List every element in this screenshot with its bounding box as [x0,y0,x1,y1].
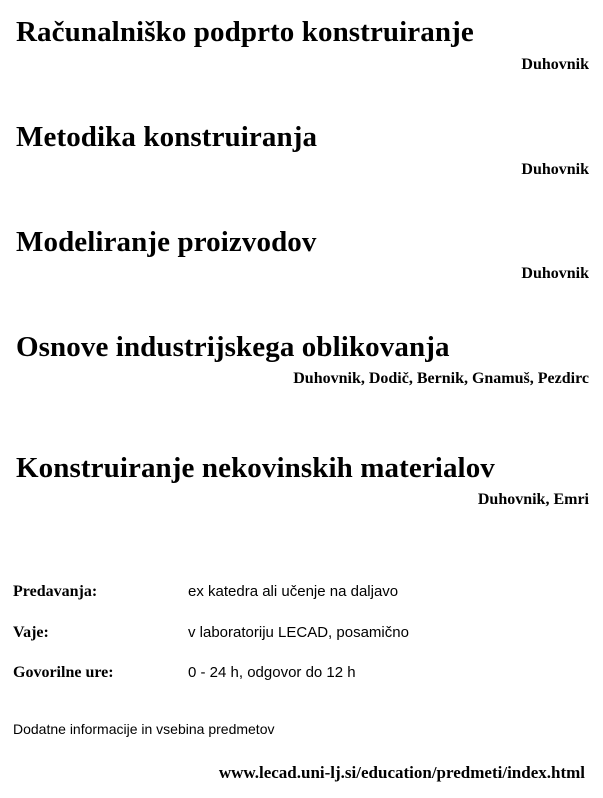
course-title: Metodika konstruiranja [16,121,318,153]
course-lecturers: Duhovnik, Dodič, Bernik, Gnamuš, Pezdirc [293,370,589,387]
info-label: Predavanja: [13,583,98,600]
course-title: Modeliranje proizvodov [16,226,317,258]
course-title: Konstruiranje nekovinskih materialov [16,452,495,484]
info-label: Vaje: [13,624,49,641]
course-lecturers: Duhovnik [521,265,589,282]
course-lecturers: Duhovnik [521,161,589,178]
website-link[interactable]: www.lecad.uni-lj.si/education/predmeti/index.html [218,763,585,782]
info-row-lectures [0,582,603,606]
course-title: Osnove industrijskega oblikovanja [16,331,450,363]
course-lecturers: Duhovnik, Emri [477,491,589,508]
info-row-office-hours [0,663,603,687]
course-title: Računalniško podprto konstruiranje [16,16,474,48]
info-value: ex katedra ali učenje na daljavo [188,583,399,600]
info-row-exercises [0,623,603,647]
course-lecturers: Duhovnik [521,56,589,73]
info-value: v laboratoriju LECAD, posamično [188,624,409,641]
info-value: 0 - 24 h, odgovor do 12 h [188,664,356,681]
info-label: Govorilne ure: [13,664,114,681]
additional-info-note: Dodatne informacije in vsebina predmetov [13,721,275,737]
